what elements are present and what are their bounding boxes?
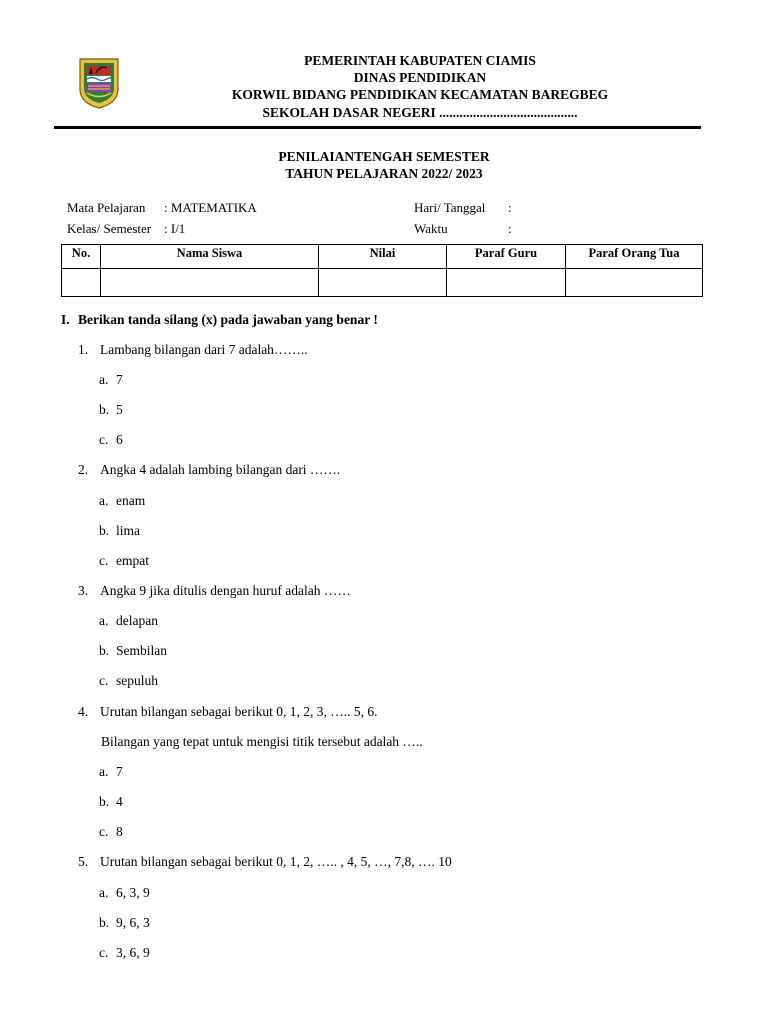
subject-label: Mata Pelajaran	[67, 200, 146, 215]
time-value: :	[508, 221, 512, 236]
cell-parent-sign[interactable]	[566, 269, 703, 297]
option-text: enam	[116, 493, 146, 508]
question-number: 1.	[78, 342, 89, 357]
class-label: Kelas/ Semester	[67, 221, 152, 236]
subject-value: : MATEMATIKA	[164, 200, 257, 215]
class-value: : I/1	[164, 221, 186, 236]
question-2	[78, 462, 340, 478]
option-letter: a.	[99, 885, 109, 900]
day-date-label: Hari/ Tanggal	[414, 200, 486, 215]
option-4c[interactable]	[99, 824, 123, 840]
option-3c[interactable]	[99, 673, 158, 689]
option-1b[interactable]	[99, 402, 123, 418]
option-4b[interactable]	[99, 794, 123, 810]
option-letter: a.	[99, 372, 109, 387]
option-5c[interactable]	[99, 945, 150, 961]
option-text: Sembilan	[116, 643, 167, 658]
option-text: 7	[116, 764, 123, 779]
option-1c[interactable]	[99, 432, 123, 448]
option-2b[interactable]	[99, 523, 140, 539]
question-4-continuation: Bilangan yang tepat untuk mengisi titik tersebut adalah …..	[101, 734, 423, 749]
cell-score[interactable]	[319, 269, 447, 297]
option-text: lima	[116, 523, 140, 538]
cell-name[interactable]	[101, 269, 319, 297]
question-text: Urutan bilangan sebagai berikut 0, 1, 2, 3, ….. 5, 6.	[100, 704, 378, 719]
cell-no[interactable]	[62, 269, 101, 297]
exam-title: PENILAIANTENGAH SEMESTER	[278, 149, 490, 164]
option-letter: c.	[99, 824, 109, 839]
exam-year: TAHUN PELAJARAN 2022/ 2023	[285, 166, 483, 181]
question-number: 3.	[78, 583, 89, 598]
question-4	[78, 704, 377, 720]
table-header-parent-sign: Paraf Orang Tua	[566, 245, 703, 269]
letterhead-line-school: SEKOLAH DASAR NEGERI .........................................	[262, 105, 578, 120]
question-3	[78, 583, 351, 599]
student-info-table	[61, 244, 703, 297]
option-letter: c.	[99, 553, 109, 568]
question-number: 4.	[78, 704, 89, 719]
option-letter: c.	[99, 945, 109, 960]
option-text: 4	[116, 794, 123, 809]
letterhead-divider	[54, 126, 701, 129]
table-header-row	[62, 245, 703, 269]
option-text: delapan	[116, 613, 158, 628]
option-5a[interactable]	[99, 885, 150, 901]
option-letter: b.	[99, 643, 110, 658]
option-letter: b.	[99, 523, 110, 538]
option-letter: b.	[99, 402, 110, 417]
option-3a[interactable]	[99, 613, 158, 629]
question-number: 5.	[78, 854, 89, 869]
question-1	[78, 342, 308, 358]
table-header-score: Nilai	[319, 245, 447, 269]
option-text: empat	[116, 553, 149, 568]
ciamis-emblem-logo	[78, 55, 120, 109]
option-letter: a.	[99, 613, 109, 628]
option-text: 8	[116, 824, 123, 839]
question-text: Angka 9 jika ditulis dengan huruf adalah ……	[100, 583, 351, 598]
table-row	[62, 269, 703, 297]
option-letter: c.	[99, 673, 109, 688]
section-text: Berikan tanda silang (x) pada jawaban yang benar !	[78, 312, 378, 327]
day-date-value: :	[508, 200, 512, 215]
option-text: 7	[116, 372, 123, 387]
table-header-name: Nama Siswa	[101, 245, 319, 269]
option-letter: a.	[99, 493, 109, 508]
option-4a[interactable]	[99, 764, 123, 780]
question-number: 2.	[78, 462, 89, 477]
question-text: Urutan bilangan sebagai berikut 0, 1, 2, ….. , 4, 5, …, 7,8, …. 10	[100, 854, 452, 869]
table-header-no: No.	[62, 245, 101, 269]
section-number: I.	[61, 312, 70, 327]
option-1a[interactable]	[99, 372, 123, 388]
table-header-teacher-sign: Paraf Guru	[447, 245, 566, 269]
option-letter: c.	[99, 432, 109, 447]
option-2c[interactable]	[99, 553, 149, 569]
option-text: 6, 3, 9	[116, 885, 150, 900]
question-text: Angka 4 adalah lambing bilangan dari …….	[100, 462, 341, 477]
option-text: 5	[116, 402, 123, 417]
option-letter: b.	[99, 915, 110, 930]
cell-teacher-sign[interactable]	[447, 269, 566, 297]
time-label: Waktu	[414, 221, 448, 236]
option-text: 3, 6, 9	[116, 945, 150, 960]
option-letter: b.	[99, 794, 110, 809]
letterhead-line-government: PEMERINTAH KABUPATEN CIAMIS	[304, 53, 536, 68]
option-text: 6	[116, 432, 123, 447]
option-5b[interactable]	[99, 915, 150, 931]
option-text: 9, 6, 3	[116, 915, 150, 930]
option-text: sepuluh	[116, 673, 158, 688]
question-5	[78, 854, 452, 870]
section-instruction	[61, 312, 378, 328]
option-letter: a.	[99, 764, 109, 779]
option-2a[interactable]	[99, 493, 145, 509]
letterhead-line-korwil: KORWIL BIDANG PENDIDIKAN KECAMATAN BAREGBEG	[231, 87, 609, 102]
option-3b[interactable]	[99, 643, 167, 659]
question-text: Lambang bilangan dari 7 adalah……..	[100, 342, 308, 357]
letterhead-line-agency: DINAS PENDIDIKAN	[353, 70, 487, 85]
